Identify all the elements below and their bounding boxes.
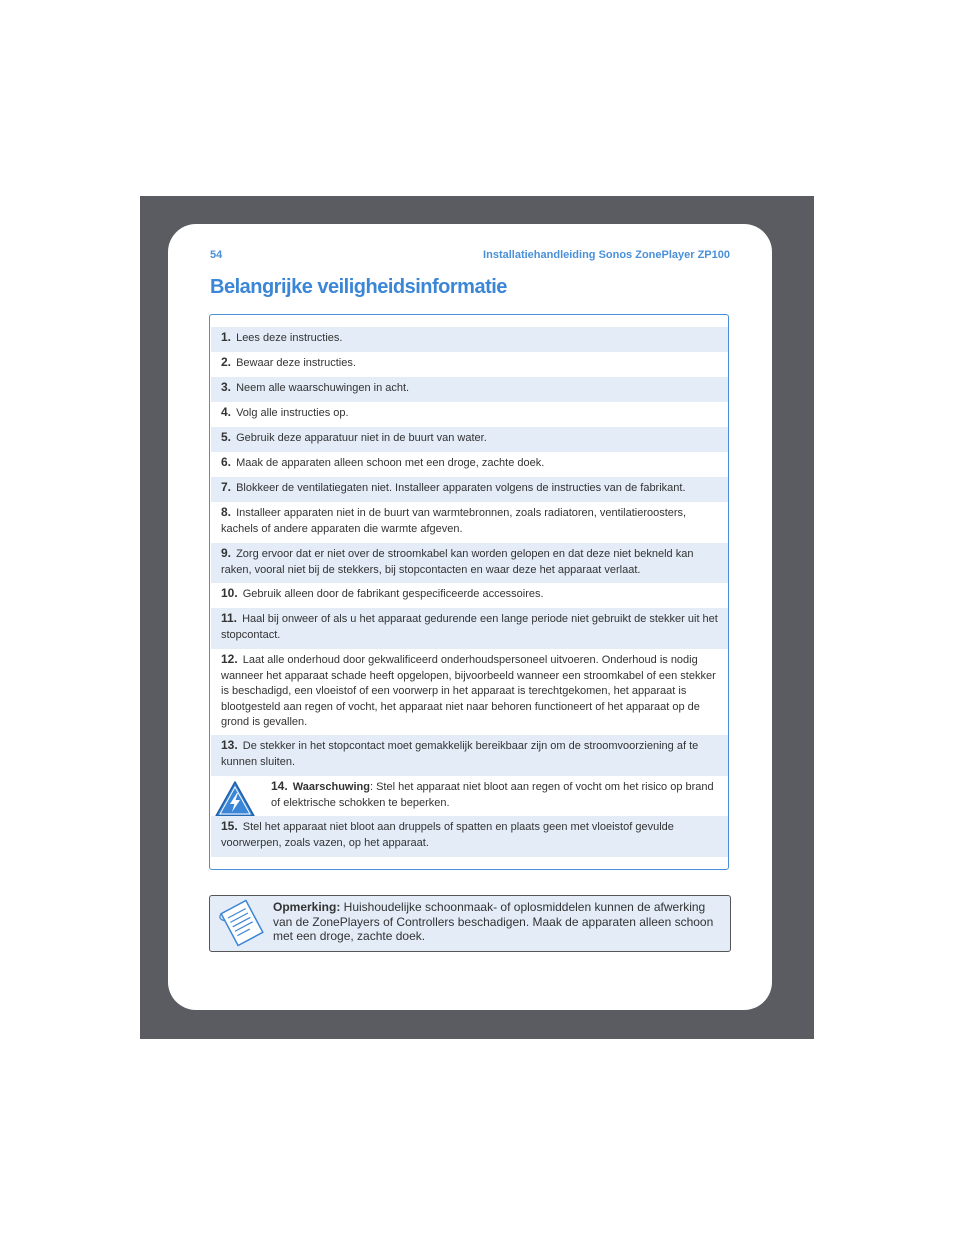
item-number: 15. bbox=[221, 819, 238, 833]
item-text: Laat alle onderhoud door gekwalificeerd onderhoudspersoneel uitvoeren. Onderhoud is nodig wanneer het apparaat schade heeft opgelopen, bijvoorbeeld wanneer een stroomkabel of een stekker is beschadigd, een vloeistof of een voorwerp in het apparaat is terechtgekomen, het apparaat is blootgesteld aan regen of vocht, het apparaat niet naar behoren functioneert of het apparaat op de grond is gevallen. bbox=[221, 654, 716, 728]
list-item bbox=[211, 352, 728, 377]
item-text: Volg alle instructies op. bbox=[233, 407, 349, 419]
item-number: 7. bbox=[221, 480, 232, 494]
item-text: Installeer apparaten niet in de buurt van warmtebronnen, zoals radiatoren, ventilatieroosters, kachels of andere apparaten die warmte afgeven. bbox=[221, 507, 687, 535]
item-number: 6. bbox=[221, 455, 232, 469]
item-text: Gebruik alleen door de fabrikant gespecificeerde accessoires. bbox=[239, 588, 544, 600]
list-item bbox=[211, 427, 728, 452]
item-text: De stekker in het stopcontact moet gemakkelijk bereikbaar zijn om de stroomvoorziening af te kunnen sluiten. bbox=[221, 740, 699, 768]
item-text: Zorg ervoor dat er niet over de stroomkabel kan worden gelopen en dat deze niet bekneld kan raken, vooral niet bij de stekkers, bij stopcontacten en waar deze het apparaat verlaat. bbox=[221, 548, 694, 576]
item-number: 5. bbox=[221, 430, 232, 444]
list-item bbox=[211, 377, 728, 402]
item-number: 13. bbox=[221, 738, 238, 752]
list-item bbox=[211, 735, 728, 776]
safety-instructions-box bbox=[209, 314, 729, 870]
item-text: Neem alle waarschuwingen in acht. bbox=[233, 382, 410, 394]
item-number: 11. bbox=[221, 611, 238, 625]
item-text: : Stel het apparaat niet bloot aan regen of vocht om het risico op brand of elektrische schokken te beperken. bbox=[271, 781, 714, 809]
note-label: Opmerking: bbox=[273, 900, 341, 914]
item-text: Bewaar deze instructies. bbox=[233, 357, 356, 369]
list-item bbox=[211, 583, 728, 608]
item-number: 3. bbox=[221, 380, 232, 394]
item-number: 8. bbox=[221, 505, 232, 519]
list-item bbox=[211, 452, 728, 477]
list-item bbox=[211, 816, 728, 857]
warning-label: Waarschuwing bbox=[289, 781, 370, 793]
item-number: 14. bbox=[271, 779, 288, 793]
item-text: Haal bij onweer of als u het apparaat gedurende een lange periode niet gebruikt de stekker uit het stopcontact. bbox=[221, 613, 718, 641]
item-number: 4. bbox=[221, 405, 232, 419]
item-text: Stel het apparaat niet bloot aan druppels of spatten en plaats geen met vloeistof gevulde voorwerpen, zoals vazen, op het apparaat. bbox=[221, 821, 674, 849]
note-text bbox=[273, 900, 725, 944]
item-number: 9. bbox=[221, 546, 232, 560]
list-item bbox=[211, 502, 728, 543]
item-number: 2. bbox=[221, 355, 232, 369]
item-number: 12. bbox=[221, 652, 238, 666]
page-title: Belangrijke veiligheidsinformatie bbox=[210, 276, 507, 298]
item-text: Gebruik deze apparatuur niet in de buurt van water. bbox=[233, 432, 487, 444]
item-text: Maak de apparaten alleen schoon met een droge, zachte doek. bbox=[233, 457, 545, 469]
list-item bbox=[211, 608, 728, 649]
running-header: Installatiehandleiding Sonos ZonePlayer ZP100 bbox=[483, 249, 730, 261]
list-item bbox=[211, 543, 728, 583]
list-item bbox=[211, 649, 728, 735]
warning-lightning-icon bbox=[214, 780, 256, 818]
list-item bbox=[211, 402, 728, 427]
note-body: Huishoudelijke schoonmaak- of oplosmiddelen kunnen de afwerking van de ZonePlayers of Controllers beschadigen. Maak de apparaten alleen schoon met een droge, zachte doek. bbox=[273, 900, 714, 943]
page-number: 54 bbox=[210, 249, 223, 261]
item-number: 10. bbox=[221, 586, 238, 600]
list-item bbox=[211, 477, 728, 502]
list-item bbox=[211, 327, 728, 352]
item-text: Blokkeer de ventilatiegaten niet. Installeer apparaten volgens de instructies van de fabrikant. bbox=[233, 482, 686, 494]
item-number: 1. bbox=[221, 330, 232, 344]
note-box bbox=[209, 895, 731, 952]
warning-item bbox=[211, 776, 728, 816]
note-paper-icon bbox=[216, 899, 268, 947]
item-text: Lees deze instructies. bbox=[233, 332, 343, 344]
